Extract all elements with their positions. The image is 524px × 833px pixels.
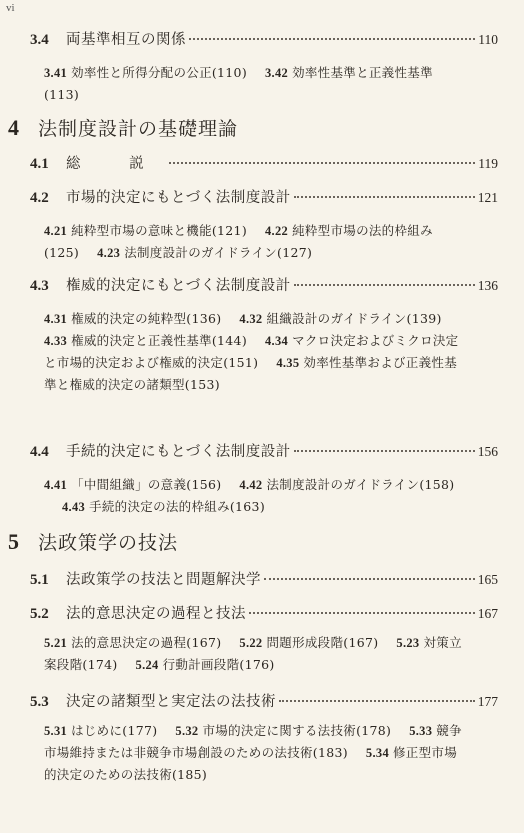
toc-section-4-4[interactable] [30,440,498,461]
page-ref: 110 [478,32,498,47]
subsection-number: 5.22 [239,636,263,650]
subsection-number: 4.23 [97,246,121,260]
toc-section-4-3[interactable] [30,274,498,295]
chapter-4-heading[interactable] [8,114,238,141]
subsection-list-4-3 [44,308,464,396]
section-number: 5.3 [30,694,49,710]
page-ref: 119 [478,156,498,171]
subsection-title: 純粋型市場の意味と機能(121) [71,223,247,238]
chapter-number: 4 [8,115,19,140]
section-number: 5.1 [30,572,49,588]
subsection-number: 4.43 [62,500,86,514]
page-number: vi [6,2,15,14]
subsection-title: 効率性と所得分配の公正(110) [71,65,247,80]
page-ref: 167 [477,606,498,621]
subsection-title: 競争市場維持または非競争市場創設のための法技術(183) [44,723,462,760]
subsection-number: 4.32 [239,312,263,326]
page-ref: 177 [477,694,498,709]
section-title: 法政策学の技法と問題解決学 [66,572,261,588]
subsection-title: 純粋型市場の法的枠組み(125) [44,223,433,260]
subsection-number: 4.33 [44,334,68,348]
subsection-title: 組織設計のガイドライン(139) [266,311,442,326]
toc-section-4-1[interactable] [30,152,498,173]
toc-section-5-1[interactable] [30,568,498,589]
page-ref: 121 [477,190,498,205]
subsection-title: はじめに(177) [71,723,158,738]
page-ref: 156 [477,444,498,459]
subsection-number: 5.33 [409,724,433,738]
subsection-number: 4.34 [265,334,289,348]
dot-leader [249,612,475,614]
section-number: 4.2 [30,190,49,206]
subsection-title: 法制度設計のガイドライン(158) [266,477,455,492]
subsection-list-5-3 [44,720,464,786]
page-ref: 165 [477,572,498,587]
section-title: 市場的決定にもとづく法制度設計 [66,190,291,206]
subsection-title: 法制度設計のガイドライン(127) [124,245,313,260]
subsection-number: 4.21 [44,224,68,238]
subsection-title: 効率性基準および正義性基準と権威的決定の諸類型(153) [44,355,457,392]
dot-leader [169,162,476,164]
section-title: 総 説 [66,156,166,172]
subsection-number: 4.42 [239,478,263,492]
subsection-title: 手続的決定の法的枠組み(163) [89,499,265,514]
dot-leader [189,38,475,40]
dot-leader [279,700,475,702]
subsection-title: 行動計画段階(176) [162,657,275,672]
section-number: 3.4 [30,32,49,48]
toc-section-4-2[interactable] [30,186,498,207]
subsection-number: 4.22 [265,224,289,238]
toc-section-3-4[interactable] [30,28,498,49]
section-title: 決定の諸類型と実定法の法技術 [66,694,276,710]
subsection-list-4-4 [44,474,464,518]
subsection-title: 権威的決定と正義性基準(144) [71,333,247,348]
page-ref: 136 [477,278,498,293]
section-title: 法的意思決定の過程と技法 [66,606,246,622]
section-number: 5.2 [30,606,49,622]
subsection-list-3-4 [44,62,464,106]
section-number: 4.4 [30,444,49,460]
subsection-title: 効率性基準と正義性基準(113) [44,65,433,102]
subsection-number: 4.31 [44,312,68,326]
subsection-title: 問題形成段階(167) [266,635,379,650]
subsection-title: マクロ決定およびミクロ決定と市場的決定および権威的決定(151) [44,333,459,370]
subsection-title: 「中間組織」の意義(156) [71,477,222,492]
toc-section-5-3[interactable] [30,690,498,711]
section-title: 両基準相互の関係 [66,32,186,48]
subsection-title: 権威的決定の純粋型(136) [71,311,222,326]
subsection-number: 5.34 [365,746,389,760]
section-number: 4.3 [30,278,49,294]
chapter-title: 法政策学の技法 [38,532,179,554]
section-title: 手続的決定にもとづく法制度設計 [66,444,291,460]
dot-leader [264,578,475,580]
subsection-title: 対策立案段階(174) [44,635,462,672]
chapter-title: 法制度設計の基礎理論 [38,118,239,140]
section-title: 権威的決定にもとづく法制度設計 [66,278,291,294]
section-number: 4.1 [30,156,49,172]
subsection-title: 市場的決定に関する法技術(178) [202,723,392,738]
subsection-title: 法的意思決定の過程(167) [71,635,222,650]
subsection-number: 4.41 [44,478,68,492]
subsection-number: 5.23 [396,636,420,650]
dot-leader [294,196,475,198]
chapter-number: 5 [8,529,19,554]
subsection-number: 5.24 [135,658,159,672]
subsection-title: 修正型市場的決定のための法技術(185) [44,745,458,782]
chapter-5-heading[interactable] [8,528,178,555]
subsection-number: 5.32 [175,724,199,738]
dot-leader [294,450,475,452]
subsection-number: 4.35 [276,356,300,370]
subsection-number: 3.42 [265,66,289,80]
subsection-list-5-2 [44,632,464,676]
subsection-number: 5.21 [44,636,68,650]
subsection-list-4-2 [44,220,464,264]
subsection-number: 3.41 [44,66,68,80]
dot-leader [294,284,475,286]
toc-section-5-2[interactable] [30,602,498,623]
subsection-number: 5.31 [44,724,68,738]
